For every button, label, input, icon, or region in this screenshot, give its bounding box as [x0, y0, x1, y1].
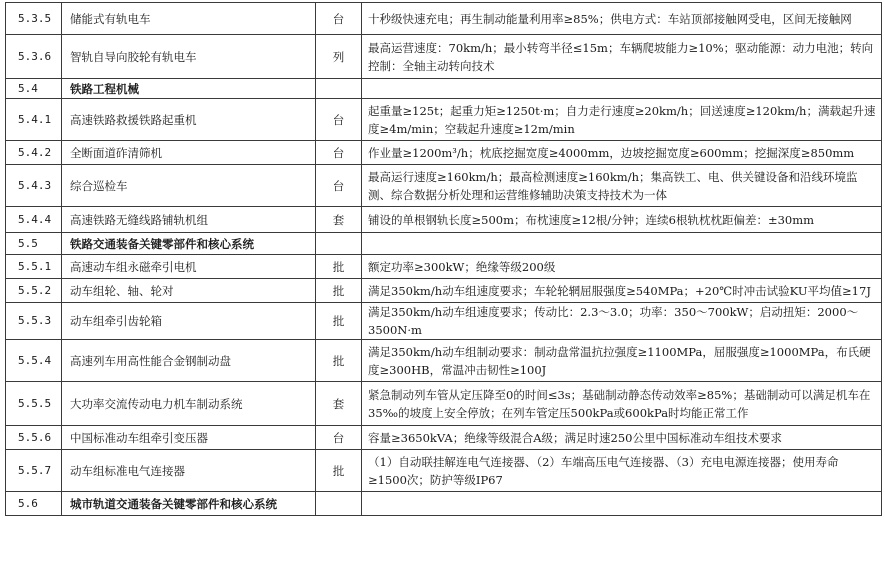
- row-unit: 台: [316, 165, 362, 207]
- row-code: 5.6: [6, 492, 62, 516]
- table-row: [6, 3, 882, 35]
- row-unit: 套: [316, 382, 362, 426]
- row-spec: [362, 492, 882, 516]
- table-body: [6, 3, 882, 516]
- row-unit: [316, 79, 362, 99]
- table-row: [6, 279, 882, 303]
- row-unit: 批: [316, 340, 362, 382]
- row-unit: [316, 492, 362, 516]
- row-unit: 台: [316, 426, 362, 450]
- row-name: 铁路工程机械: [62, 79, 316, 99]
- row-spec: 紧急制动列车管从定压降至0的时间≤3s；基础制动静态传动效率≥85%；基础制动可以满足机车在35‰的坡度上安全停放；在列车管定压500kPa或600kPa时均能正常工作: [362, 382, 882, 426]
- row-name: 动车组轮、轴、轮对: [62, 279, 316, 303]
- row-unit: 批: [316, 255, 362, 279]
- section-row: [6, 233, 882, 255]
- row-spec: 起重量≥125t；起重力矩≥1250t·m；自力走行速度≥20km/h；回送速度≥120km/h；满载起升速度≥4m/min；空载起升速度≥12m/min: [362, 99, 882, 141]
- row-spec: 满足350km/h动车组速度要求；传动比：2.3～3.0；功率：350～700kW；启动扭矩：2000～3500N·m: [362, 303, 882, 340]
- row-code: 5.4: [6, 79, 62, 99]
- row-code: 5.5.2: [6, 279, 62, 303]
- row-spec: （1）自动联挂解连电气连接器、（2）车端高压电气连接器、（3）充电电源连接器；使用寿命≥1500次；防护等级IP67: [362, 450, 882, 492]
- row-code: 5.3.6: [6, 35, 62, 79]
- row-code: 5.4.3: [6, 165, 62, 207]
- row-spec: 满足350km/h动车组速度要求；车轮轮辋屈服强度≥540MPa；+20℃时冲击试验KU平均值≥17J: [362, 279, 882, 303]
- row-name: 高速铁路无缝线路铺轨机组: [62, 207, 316, 233]
- row-code: 5.4.2: [6, 141, 62, 165]
- table-row: [6, 165, 882, 207]
- table-row: [6, 426, 882, 450]
- row-unit: 台: [316, 3, 362, 35]
- row-unit: 列: [316, 35, 362, 79]
- row-name: 全断面道砟清筛机: [62, 141, 316, 165]
- row-name: 大功率交流传动电力机车制动系统: [62, 382, 316, 426]
- table-row: [6, 340, 882, 382]
- row-code: 5.4.4: [6, 207, 62, 233]
- row-spec: 最高运行速度≥160km/h；最高检测速度≥160km/h；集高铁工、电、供关键设备和沿线环境监测、综合数据分析处理和运营维修辅助决策支持技术为一体: [362, 165, 882, 207]
- row-spec: 容量≥3650kVA；绝缘等级混合A级；满足时速250公里中国标准动车组技术要求: [362, 426, 882, 450]
- table-row: [6, 141, 882, 165]
- row-spec: 十秒级快速充电；再生制动能量利用率≥85%；供电方式：车站顶部接触网受电，区间无接触网: [362, 3, 882, 35]
- row-name: 高速铁路救援铁路起重机: [62, 99, 316, 141]
- table-row: [6, 99, 882, 141]
- row-unit: [316, 233, 362, 255]
- row-name: 综合巡检车: [62, 165, 316, 207]
- row-name: 城市轨道交通装备关键零部件和核心系统: [62, 492, 316, 516]
- row-spec: [362, 79, 882, 99]
- row-unit: 台: [316, 99, 362, 141]
- row-unit: 批: [316, 303, 362, 340]
- row-code: 5.5.6: [6, 426, 62, 450]
- row-spec: [362, 233, 882, 255]
- row-code: 5.5.5: [6, 382, 62, 426]
- row-name: 铁路交通装备关键零部件和核心系统: [62, 233, 316, 255]
- equipment-spec-table: [5, 2, 882, 516]
- section-row: [6, 79, 882, 99]
- row-name: 动车组牵引齿轮箱: [62, 303, 316, 340]
- row-name: 动车组标准电气连接器: [62, 450, 316, 492]
- row-unit: 台: [316, 141, 362, 165]
- row-unit: 批: [316, 450, 362, 492]
- row-spec: 额定功率≥300kW；绝缘等级200级: [362, 255, 882, 279]
- row-spec: 铺设的单根钢轨长度≥500m；布枕速度≥12根/分钟；连续6根轨枕枕距偏差：±30mm: [362, 207, 882, 233]
- row-spec: 满足350km/h动车组制动要求：制动盘常温抗拉强度≥1100MPa，屈服强度≥1000MPa，布氏硬度≥300HB，常温冲击韧性≥100J: [362, 340, 882, 382]
- row-code: 5.4.1: [6, 99, 62, 141]
- row-code: 5.5.7: [6, 450, 62, 492]
- row-code: 5.5.4: [6, 340, 62, 382]
- section-row: [6, 492, 882, 516]
- row-name: 储能式有轨电车: [62, 3, 316, 35]
- row-unit: 批: [316, 279, 362, 303]
- row-unit: 套: [316, 207, 362, 233]
- row-name: 中国标准动车组牵引变压器: [62, 426, 316, 450]
- row-spec: 作业量≥1200m³/h；枕底挖掘宽度≥4000mm，边坡挖掘宽度≥600mm；挖掘深度≥850mm: [362, 141, 882, 165]
- row-code: 5.5.3: [6, 303, 62, 340]
- row-name: 智轨自导向胶轮有轨电车: [62, 35, 316, 79]
- row-name: 高速动车组永磁牵引电机: [62, 255, 316, 279]
- row-code: 5.5: [6, 233, 62, 255]
- table-row: [6, 255, 882, 279]
- table-row: [6, 207, 882, 233]
- row-code: 5.5.1: [6, 255, 62, 279]
- row-code: 5.3.5: [6, 3, 62, 35]
- row-name: 高速列车用高性能合金钢制动盘: [62, 340, 316, 382]
- table-row: [6, 303, 882, 340]
- table-row: [6, 450, 882, 492]
- table-row: [6, 382, 882, 426]
- row-spec: 最高运营速度：70km/h；最小转弯半径≤15m；车辆爬坡能力≥10%；驱动能源：动力电池；转向控制：全轴主动转向技术: [362, 35, 882, 79]
- table-row: [6, 35, 882, 79]
